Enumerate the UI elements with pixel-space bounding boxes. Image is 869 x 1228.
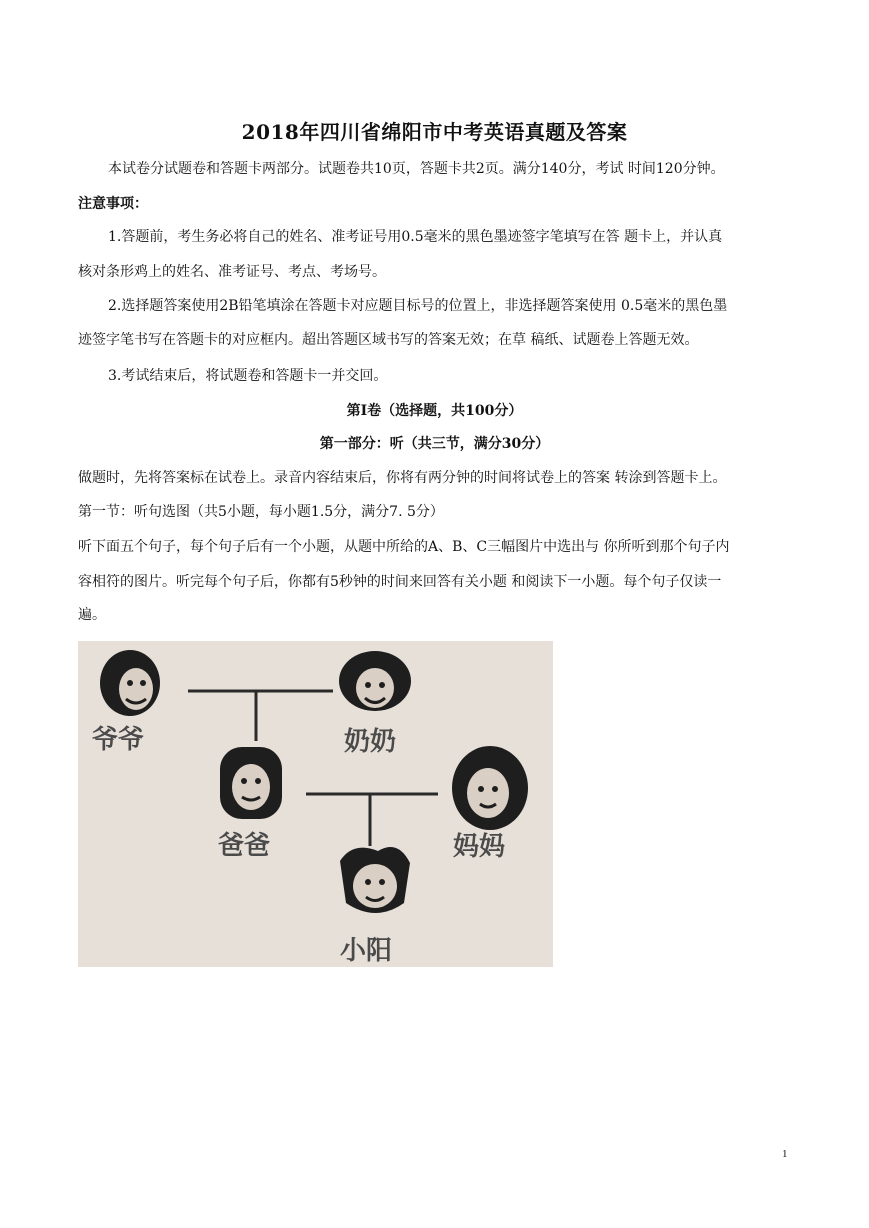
- volume-heading: 第Ⅰ卷（选择题，共100分）: [346, 403, 523, 419]
- page-number: 1: [782, 1148, 788, 1160]
- dad-face-icon: [220, 747, 282, 819]
- grandma-label: 奶奶: [344, 727, 397, 757]
- grandma-face-icon: [339, 651, 411, 711]
- child-face-icon: [340, 847, 410, 913]
- mom-face-icon: [452, 746, 528, 830]
- mom-label: 妈妈: [453, 832, 506, 862]
- family-tree-image: [78, 641, 553, 967]
- notice-item-2-line-1: 2.选择题答案使用2B铅笔填涂在答题卡对应题目标号的位置上，非选择题答案使用 0.5毫米的黑色墨: [108, 298, 728, 314]
- grandpa-face-icon: [100, 650, 160, 716]
- section-heading: 第一节：听句选图（共5小题，每小题1.5分，满分7. 5分）: [78, 504, 444, 520]
- notice-heading: 注意事项：: [78, 196, 148, 212]
- page-title: 2018年四川省绵阳市中考英语真题及答案: [241, 120, 628, 144]
- grandpa-label: 爷爷: [92, 725, 145, 755]
- section-instructions-line-3: 遍。: [78, 607, 106, 623]
- instructions-line: 做题时，先将答案标在试卷上。录音内容结束后，你将有两分钟的时间将试卷上的答案 转涂到答题卡上。: [78, 470, 727, 486]
- part-heading: 第一部分：听（共三节，满分30分）: [319, 436, 550, 452]
- notice-item-1-line-2: 核对条形鸡上的姓名、准考证号、考点、考场号。: [78, 264, 386, 280]
- section-instructions-line-2: 容相符的图片。听完每个句子后，你都有5秒钟的时间来回答有关小题 和阅读下一小题。每个句子仅读一: [78, 574, 722, 590]
- child-label: 小阳: [340, 936, 393, 966]
- dad-label: 爸爸: [218, 831, 271, 861]
- intro-text: 本试卷分试题卷和答题卡两部分。试题卷共10页，答题卡共2页。满分140分，考试 时间120分钟。: [108, 161, 725, 177]
- section-instructions-line-1: 听下面五个句子，每个句子后有一个小题，从题中所给的A、B、C三幅图片中选出与 你所听到那个句子内: [78, 539, 730, 555]
- notice-item-1-line-1: 1.答题前，考生务必将自己的姓名、准考证号用0.5毫米的黑色墨迹签字笔填写在答 题卡上，并认真: [108, 229, 723, 245]
- notice-item-2-line-2: 迹签字笔书写在答题卡的对应框内。超出答题区域书写的答案无效；在草 稿纸、试题卷上答题无效。: [78, 332, 699, 348]
- notice-item-3: 3.考试结束后，将试题卷和答题卡一并交回。: [108, 368, 388, 384]
